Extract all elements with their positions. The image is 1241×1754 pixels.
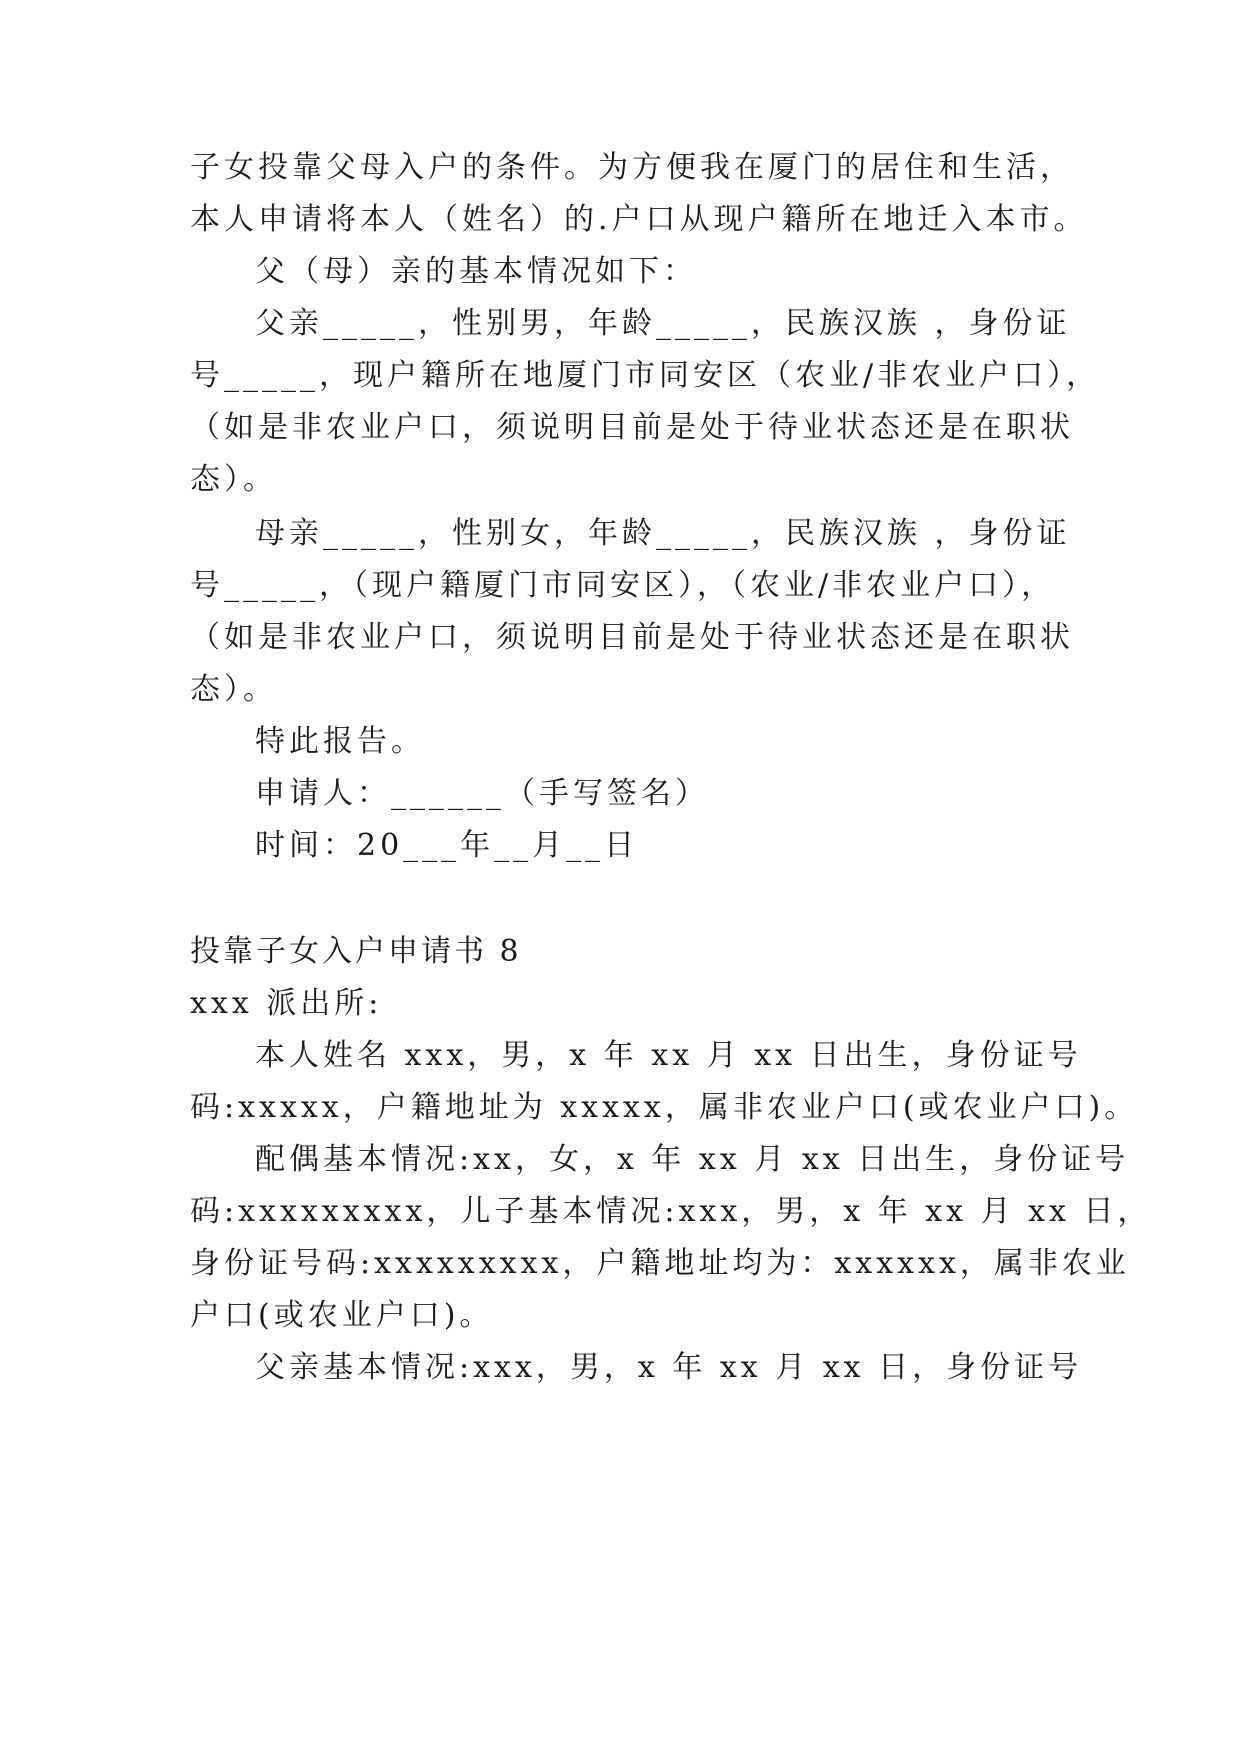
- body-line: 户口(或农业户口)。: [190, 1298, 494, 1333]
- date-line: 时间：20___年__月__日: [255, 828, 639, 863]
- body-line: 子女投靠父母入户的条件。为方便我在厦门的居住和生活，: [190, 150, 1074, 185]
- body-line: 父（母）亲的基本情况如下：: [255, 254, 697, 289]
- father-info-line: 父亲_____，性别男，年龄_____，民族汉族 ，身份证: [255, 306, 1071, 341]
- body-line: 码:xxxxx，户籍地址为 xxxxx，属非农业户口(或农业户口)。: [190, 1090, 1139, 1125]
- father-info-line: 号_____，现户籍所在地厦门市同安区（农业/非农业户口），: [190, 358, 1101, 393]
- father-info-line: 态）。: [190, 462, 277, 497]
- closing-line: 特此报告。: [255, 724, 425, 759]
- body-line: 身份证号码:xxxxxxxxx，户籍地址均为：xxxxxx，属非农业: [190, 1246, 1130, 1281]
- mother-info-line: 号_____，（现户籍厦门市同安区），（农业/非农业户口），: [190, 568, 1056, 603]
- body-line: 本人申请将本人（姓名）的.户口从现户籍所在地迁入本市。: [190, 202, 1088, 237]
- body-line: 父亲基本情况:xxx，男，x 年 xx 月 xx 日，身份证号: [255, 1350, 1083, 1385]
- applicant-signature-line: 申请人：______（手写签名）: [255, 776, 709, 811]
- mother-info-line: 态）。: [190, 672, 277, 707]
- father-info-line: （如是非农业户口，须说明目前是处于待业状态还是在职状: [190, 410, 1074, 445]
- body-line: 本人姓名 xxx，男，x 年 xx 月 xx 日出生，身份证号: [255, 1038, 1082, 1073]
- mother-info-line: 母亲_____，性别女，年龄_____，民族汉族 ，身份证: [255, 516, 1071, 551]
- section-title: 投靠子女入户申请书 8: [190, 934, 522, 969]
- body-line: 配偶基本情况:xx，女，x 年 xx 月 xx 日出生，身份证号: [255, 1142, 1130, 1177]
- addressee: xxx 派出所:: [190, 986, 383, 1021]
- mother-info-line: （如是非农业户口，须说明目前是处于待业状态还是在职状: [190, 620, 1074, 655]
- body-line: 码:xxxxxxxxx，儿子基本情况:xxx，男，x 年 xx 月 xx 日，: [190, 1194, 1152, 1229]
